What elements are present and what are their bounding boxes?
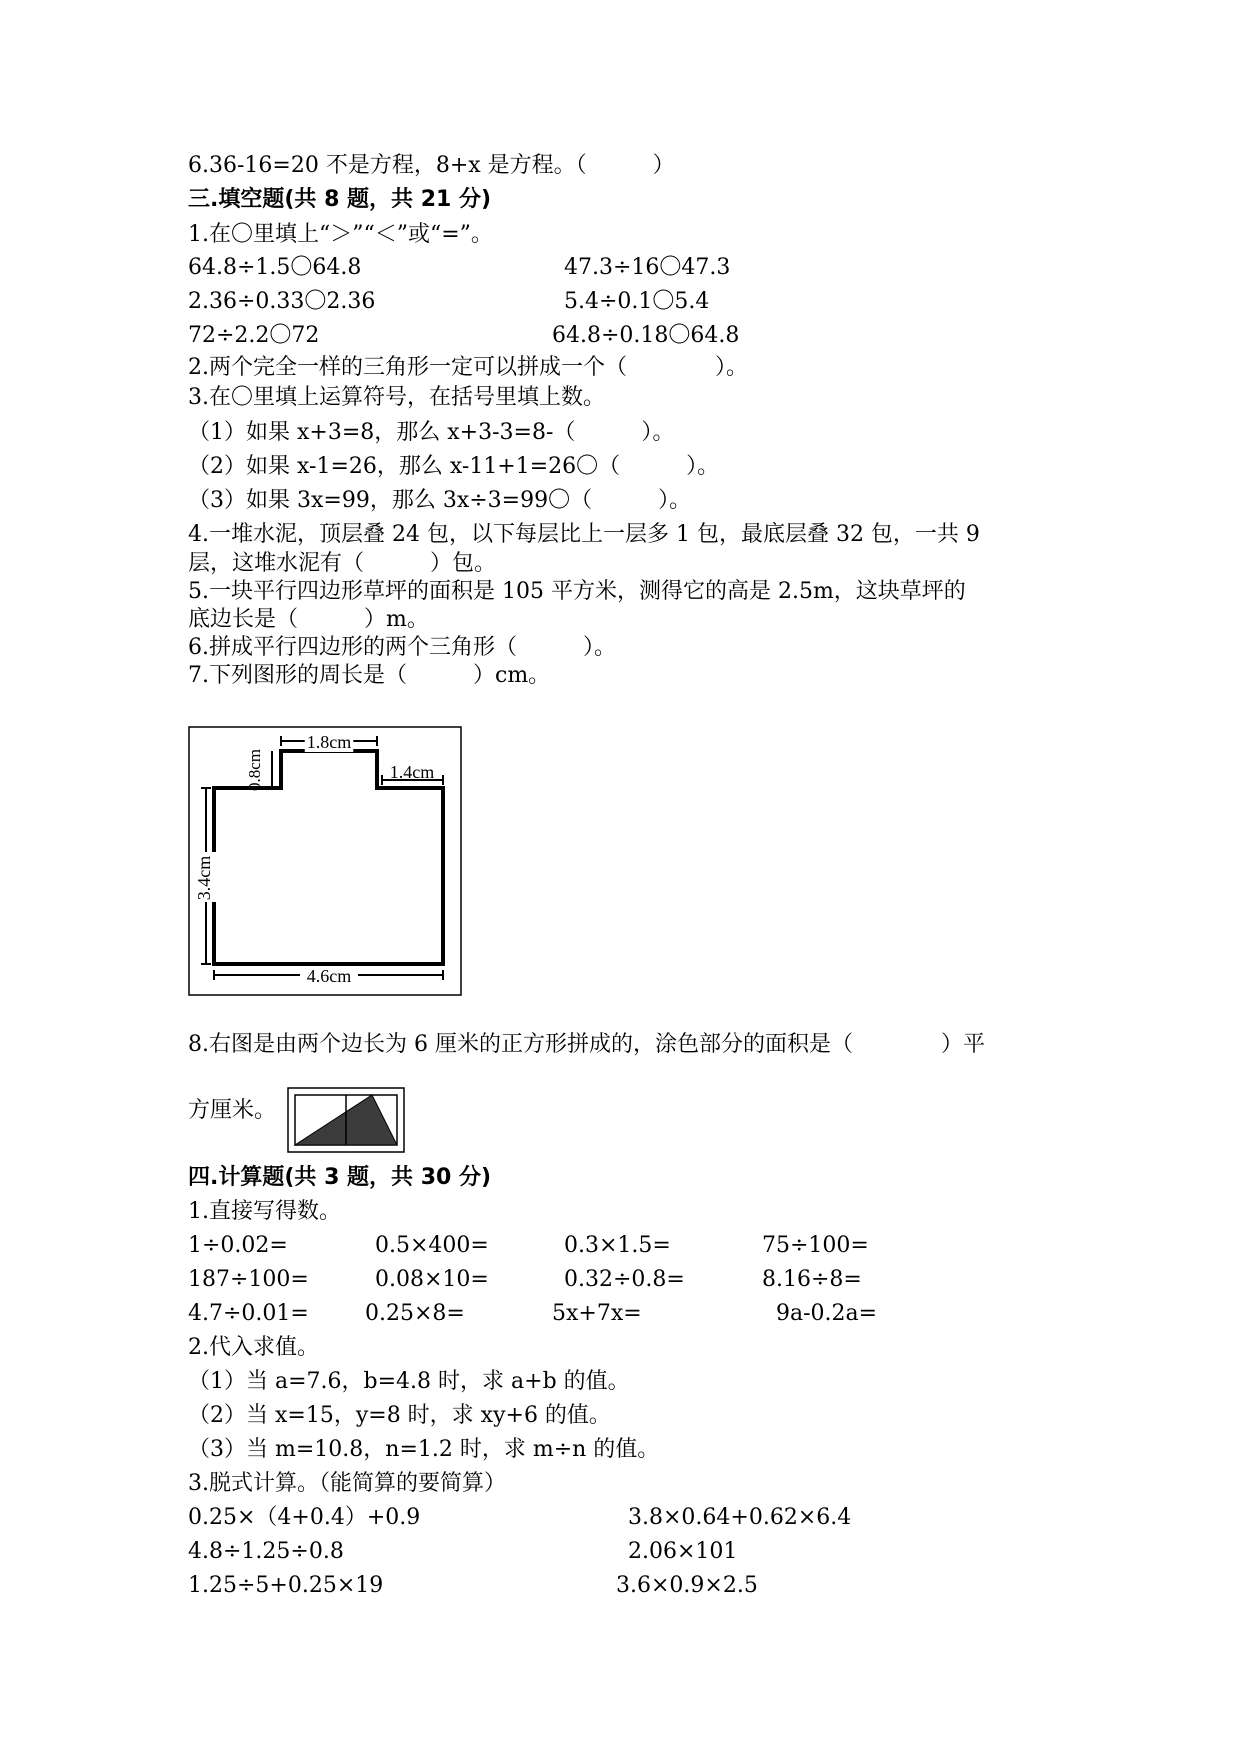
- calc-item: 5x+7x=: [552, 1301, 642, 1326]
- question-2-6: 6.36-16=20 不是方程，8+x 是方程。（ ）: [188, 153, 675, 178]
- step-calc-item: 3.6×0.9×2.5: [616, 1573, 758, 1598]
- compare-item: 72÷2.2〇72: [188, 323, 320, 348]
- fill-q6: 6.拼成平行四边形的两个三角形（ ）。: [188, 635, 616, 660]
- step-calc-item: 1.25÷5+0.25×19: [188, 1573, 384, 1598]
- fill-q3: 3.在〇里填上运算符号，在括号里填上数。: [188, 385, 605, 410]
- fill-q1: 1.在〇里填上“＞”“＜”或“=”。: [188, 222, 493, 247]
- calc-item: 9a-0.2a=: [776, 1301, 878, 1326]
- dim-bottom-label: 4.6cm: [306, 966, 352, 986]
- fill-q5-line2: 底边长是（ ）m。: [188, 607, 429, 632]
- calc-item: 8.16÷8=: [762, 1267, 862, 1292]
- step-calc-item: 0.25×（4+0.4）+0.9: [188, 1505, 421, 1530]
- compare-item: 64.8÷1.5〇64.8: [188, 255, 362, 280]
- section-3-heading: 三.填空题(共 8 题，共 21 分): [188, 187, 492, 212]
- perimeter-figure: [188, 726, 462, 996]
- calc-item: 0.3×1.5=: [564, 1233, 671, 1258]
- calc-item: 4.7÷0.01=: [188, 1301, 309, 1326]
- calc-item: 75÷100=: [762, 1233, 869, 1258]
- dim-left-small-label: 0.8cm: [245, 748, 264, 792]
- dim-top-label: 1.8cm: [306, 732, 352, 752]
- compare-item: 2.36÷0.33〇2.36: [188, 289, 376, 314]
- step-calc-item: 3.8×0.64+0.62×6.4: [628, 1505, 852, 1530]
- calc-q2-3: （3）当 m=10.8，n=1.2 时，求 m÷n 的值。: [188, 1437, 660, 1462]
- dim-left-label: 3.4cm: [194, 855, 214, 901]
- compare-item: 47.3÷16〇47.3: [564, 255, 731, 280]
- calc-q2-1: （1）当 a=7.6，b=4.8 时，求 a+b 的值。: [188, 1369, 630, 1394]
- section-4-heading: 四.计算题(共 3 题，共 30 分): [188, 1165, 492, 1190]
- calc-item: 0.5×400=: [375, 1233, 489, 1258]
- calc-q2: 2.代入求值。: [188, 1335, 319, 1360]
- calc-q2-2: （2）当 x=15，y=8 时，求 xy+6 的值。: [188, 1403, 611, 1428]
- calc-q1: 1.直接写得数。: [188, 1199, 341, 1224]
- compare-item: 64.8÷0.18〇64.8: [552, 323, 740, 348]
- calc-item: 1÷0.02=: [188, 1233, 288, 1258]
- fill-q5-line1: 5.一块平行四边形草坪的面积是 105 平方米，测得它的高是 2.5m，这块草坪的: [188, 579, 966, 604]
- step-calc-item: 2.06×101: [628, 1539, 738, 1564]
- fill-q3-3: （3）如果 3x=99，那么 3x÷3=99〇（ ）。: [188, 488, 692, 513]
- fill-q4-line1: 4.一堆水泥，顶层叠 24 包，以下每层比上一层多 1 包，最底层叠 32 包，一共 9: [188, 522, 980, 547]
- fill-q3-1: （1）如果 x+3=8，那么 x+3-3=8-（ ）。: [188, 420, 675, 445]
- fill-q8-line2: 方厘米。: [188, 1098, 277, 1123]
- step-calc-item: 4.8÷1.25÷0.8: [188, 1539, 344, 1564]
- fill-q7: 7.下列图形的周长是（ ）cm。: [188, 663, 551, 688]
- calc-item: 0.32÷0.8=: [564, 1267, 685, 1292]
- calc-q3: 3.脱式计算。（能简算的要简算）: [188, 1471, 506, 1496]
- calc-item: 187÷100=: [188, 1267, 309, 1292]
- calc-item: 0.25×8=: [365, 1301, 465, 1326]
- dim-right-small-label: 1.4cm: [389, 762, 435, 782]
- shaded-squares-figure: [287, 1087, 405, 1153]
- fill-q8-line1: 8.右图是由两个边长为 6 厘米的正方形拼成的，涂色部分的面积是（ ）平: [188, 1032, 985, 1057]
- compare-item: 5.4÷0.1〇5.4: [564, 289, 710, 314]
- calc-item: 0.08×10=: [375, 1267, 489, 1292]
- fill-q4-line2: 层，这堆水泥有（ ）包。: [188, 551, 497, 576]
- fill-q2: 2.两个完全一样的三角形一定可以拼成一个（ ）。: [188, 355, 748, 380]
- fill-q3-2: （2）如果 x-1=26，那么 x-11+1=26〇（ ）。: [188, 454, 720, 479]
